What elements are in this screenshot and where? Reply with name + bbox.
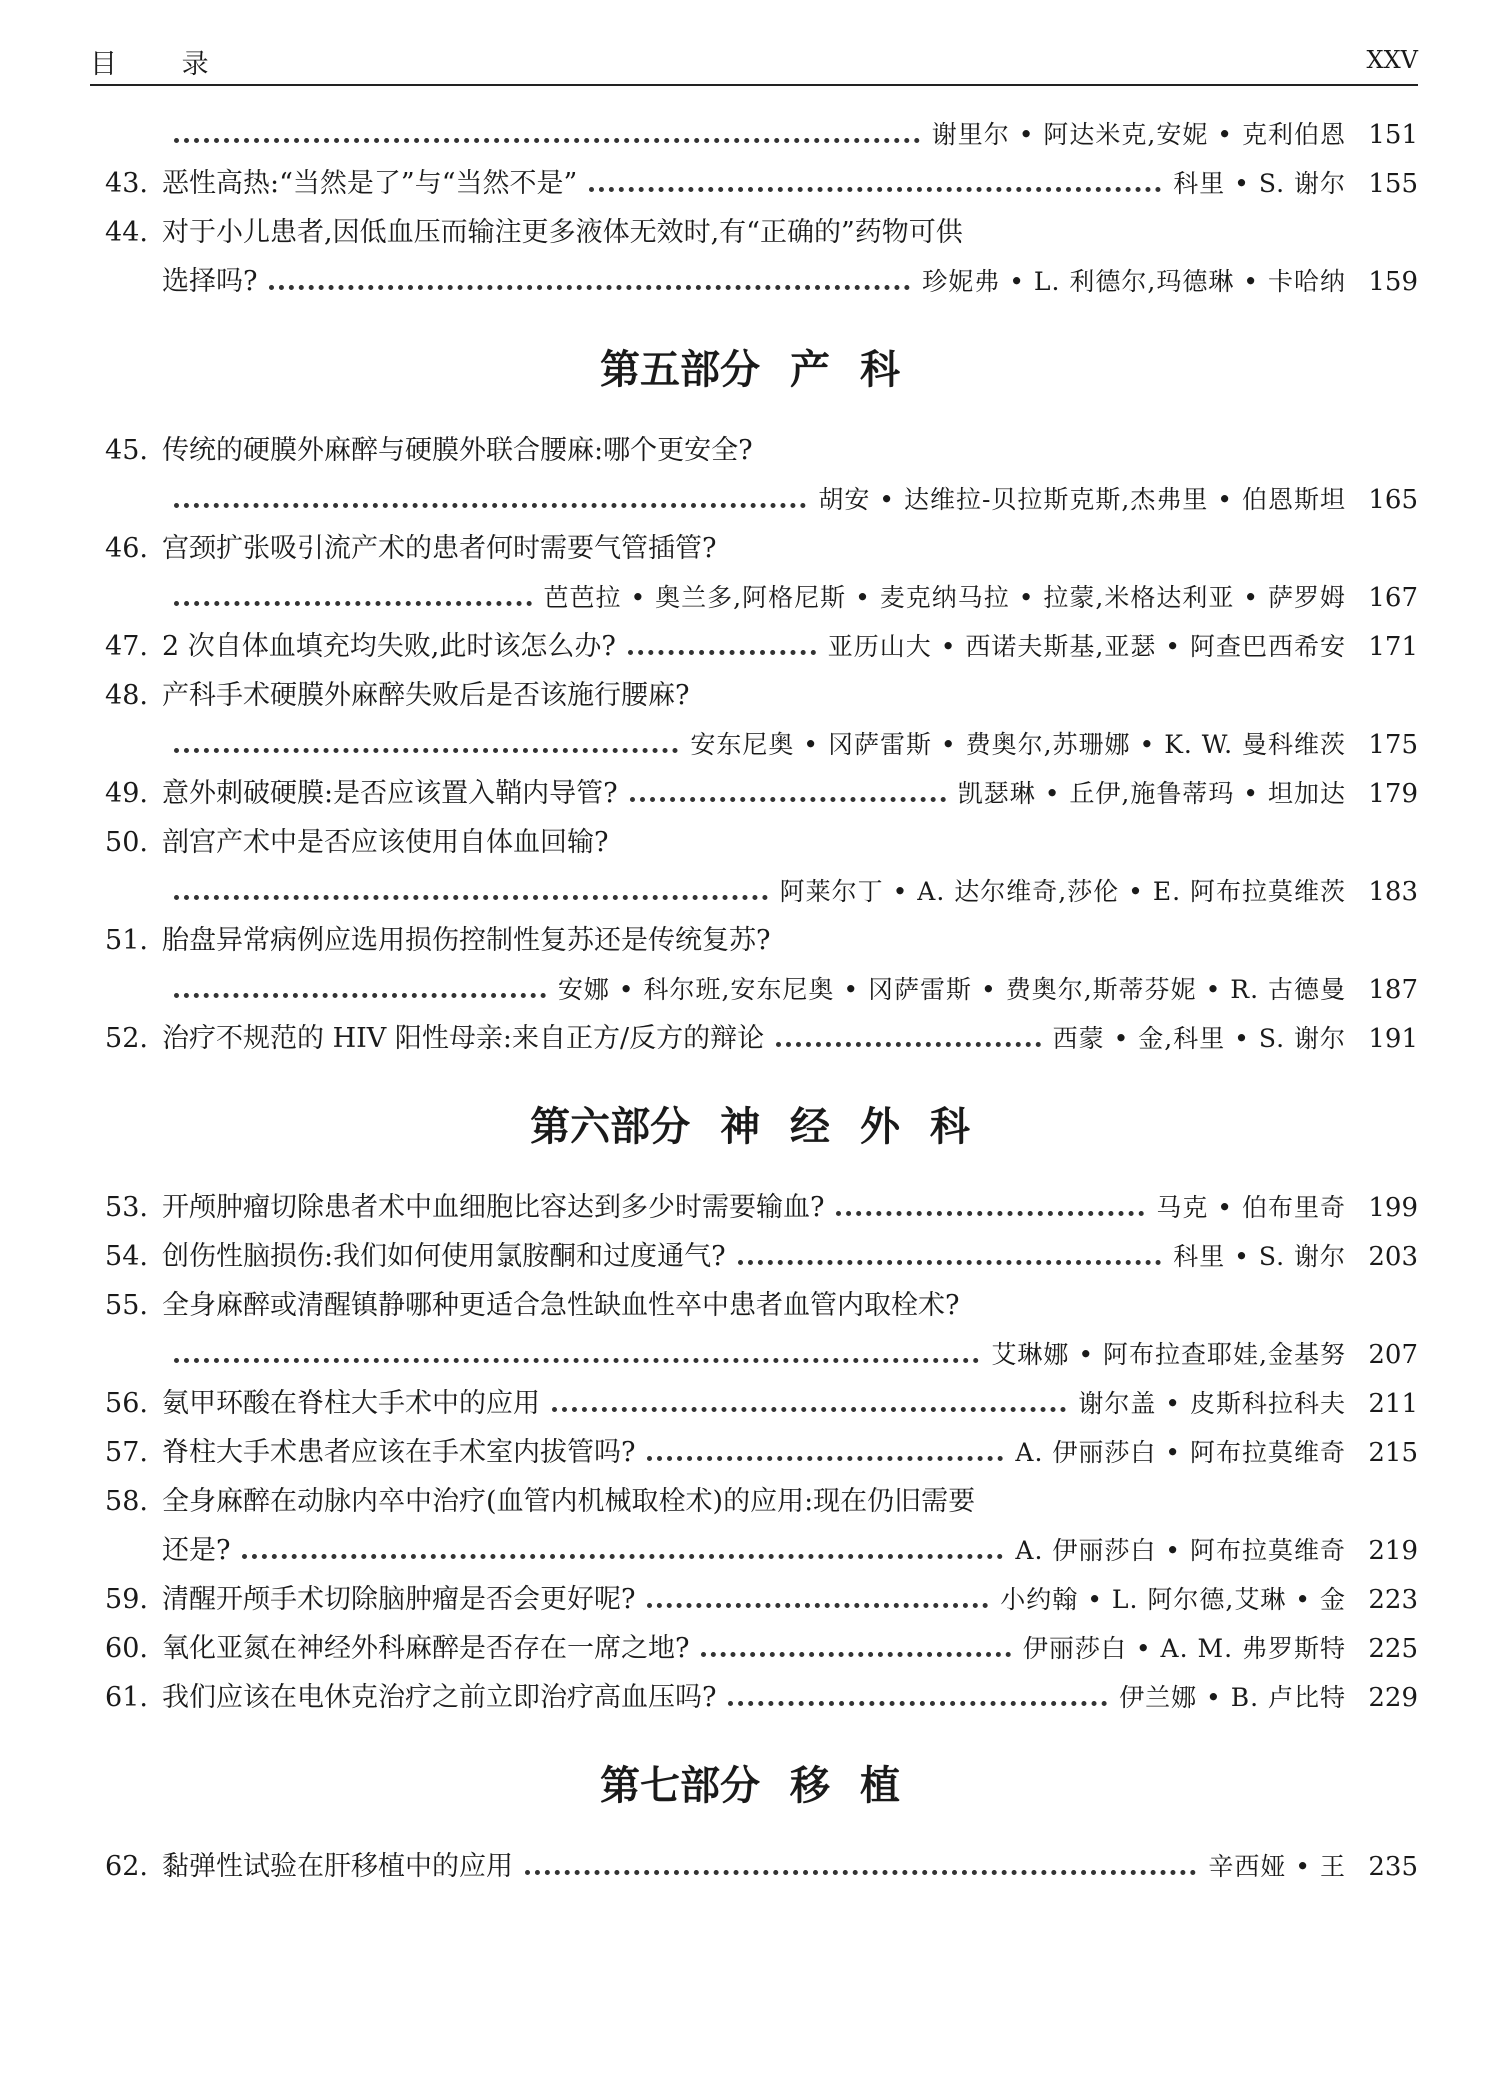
entry-page: 225	[1368, 1634, 1418, 1664]
toc-line[interactable]	[90, 720, 1418, 769]
entry-number: 60.	[105, 1633, 148, 1664]
dot-leader	[174, 1358, 979, 1363]
dot-leader	[630, 797, 946, 802]
toc-line[interactable]	[90, 671, 1418, 720]
entry-title: 恶性高热:“当然是了”与“当然不是”	[162, 168, 578, 199]
entry-authors: 凯瑟琳 • 丘伊,施鲁蒂玛 • 坦加达	[957, 779, 1346, 808]
entry-title: 产科手术硬膜外麻醉失败后是否该施行腰麻?	[162, 680, 690, 711]
entry-page: 229	[1368, 1683, 1418, 1713]
entry-page: 151	[1368, 120, 1418, 150]
toc-line[interactable]	[90, 159, 1418, 208]
entry-authors: 科里 • S. 谢尔	[1173, 169, 1346, 198]
dot-leader	[242, 1554, 1003, 1559]
entry-number: 47.	[105, 631, 148, 662]
section-name: 产 科	[790, 346, 908, 393]
toc-line[interactable]	[90, 257, 1418, 306]
dot-leader	[174, 748, 678, 753]
dot-leader	[836, 1211, 1144, 1216]
entry-number: 49.	[105, 778, 148, 809]
entry-title-continued: 还是?	[162, 1535, 231, 1566]
entry-authors: 西蒙 • 金,科里 • S. 谢尔	[1052, 1024, 1346, 1053]
entry-title: 黏弹性试验在肝移植中的应用	[162, 1851, 513, 1882]
section-label: 第五部分	[600, 346, 761, 393]
entry-page: 167	[1368, 583, 1418, 613]
entry-authors: 亚历山大 • 西诺夫斯基,亚瑟 • 阿查巴西希安	[827, 632, 1346, 661]
entry-number: 56.	[105, 1388, 148, 1419]
entry-title: 胎盘异常病例应选用损伤控制性复苏还是传统复苏?	[162, 925, 771, 956]
entry-authors: 科里 • S. 谢尔	[1173, 1242, 1346, 1271]
toc-line[interactable]	[90, 1014, 1418, 1063]
entry-authors: 伊丽莎白 • A. M. 弗罗斯特	[1022, 1634, 1346, 1663]
entry-title: 传统的硬膜外麻醉与硬膜外联合腰麻:哪个更安全?	[162, 435, 753, 466]
entry-page: 183	[1368, 877, 1418, 907]
entry-page: 171	[1368, 632, 1418, 662]
entry-page: 165	[1368, 485, 1418, 515]
entry-authors: 谢里尔 • 阿达米克,安妮 • 克利伯恩	[931, 120, 1346, 149]
entry-number: 52.	[105, 1023, 148, 1054]
dot-leader	[776, 1042, 1041, 1047]
page-header	[90, 36, 1418, 86]
entry-authors: 谢尔盖 • 皮斯科拉科夫	[1078, 1389, 1346, 1418]
entry-title: 对于小儿患者,因低血压而输注更多液体无效时,有“正确的”药物可供	[162, 217, 963, 248]
entry-number: 57.	[105, 1437, 148, 1468]
toc-line[interactable]	[90, 1428, 1418, 1477]
toc-line[interactable]	[90, 1624, 1418, 1673]
toc-line[interactable]	[90, 622, 1418, 671]
toc-line[interactable]	[90, 1281, 1418, 1330]
entry-page: 235	[1368, 1852, 1418, 1882]
dot-leader	[174, 503, 806, 508]
dot-leader	[525, 1870, 1196, 1875]
entry-authors: 安娜 • 科尔班,安东尼奥 • 冈萨雷斯 • 费奥尔,斯蒂芬妮 • R. 古德曼	[557, 975, 1346, 1004]
entry-title: 剖宫产术中是否应该使用自体血回输?	[162, 827, 609, 858]
entry-page: 199	[1368, 1193, 1418, 1223]
toc-line[interactable]	[90, 475, 1418, 524]
entry-page: 159	[1368, 267, 1418, 297]
section-heading	[90, 1063, 1418, 1183]
entry-authors: 安东尼奥 • 冈萨雷斯 • 费奥尔,苏珊娜 • K. W. 曼科维茨	[690, 730, 1346, 759]
header-title: 目 录	[90, 49, 237, 80]
entry-page: 187	[1368, 975, 1418, 1005]
toc-line[interactable]	[90, 818, 1418, 867]
entry-number: 58.	[105, 1486, 148, 1517]
entry-number: 62.	[105, 1851, 148, 1882]
dot-leader	[647, 1603, 988, 1608]
entry-page: 207	[1368, 1340, 1418, 1370]
toc-line[interactable]	[90, 208, 1418, 257]
toc-line[interactable]	[90, 524, 1418, 573]
entry-number: 59.	[105, 1584, 148, 1615]
toc-line[interactable]	[90, 916, 1418, 965]
entry-page: 175	[1368, 730, 1418, 760]
entry-page: 179	[1368, 779, 1418, 809]
entry-page: 191	[1368, 1024, 1418, 1054]
entry-title: 全身麻醉在动脉内卒中治疗(血管内机械取栓术)的应用:现在仍旧需要	[162, 1486, 976, 1517]
entry-page: 219	[1368, 1536, 1418, 1566]
entry-authors: A. 伊丽莎白 • 阿布拉莫维奇	[1015, 1536, 1346, 1565]
toc-line[interactable]	[90, 1842, 1418, 1891]
entry-title: 2 次自体血填充均失败,此时该怎么办?	[162, 631, 616, 662]
dot-leader	[174, 993, 546, 998]
section-heading	[90, 306, 1418, 426]
entry-authors: 阿莱尔丁 • A. 达尔维奇,莎伦 • E. 阿布拉莫维茨	[779, 877, 1346, 906]
toc-line[interactable]	[90, 1330, 1418, 1379]
dot-leader	[552, 1407, 1066, 1412]
entry-page: 223	[1368, 1585, 1418, 1615]
entry-page: 155	[1368, 169, 1418, 199]
entry-title: 开颅肿瘤切除患者术中血细胞比容达到多少时需要输血?	[162, 1192, 825, 1223]
entry-title: 氧化亚氮在神经外科麻醉是否存在一席之地?	[162, 1633, 690, 1664]
table-of-contents	[90, 110, 1418, 1891]
entry-number: 45.	[105, 435, 148, 466]
dot-leader	[738, 1260, 1162, 1265]
dot-leader	[728, 1701, 1107, 1706]
entry-title: 氨甲环酸在脊柱大手术中的应用	[162, 1388, 540, 1419]
entry-page: 203	[1368, 1242, 1418, 1272]
entry-number: 44.	[105, 217, 148, 248]
toc-line[interactable]	[90, 1477, 1418, 1526]
dot-leader	[589, 187, 1161, 192]
section-label: 第六部分	[530, 1103, 691, 1150]
section-name: 移 植	[790, 1762, 908, 1809]
toc-line[interactable]	[90, 1673, 1418, 1722]
entry-authors: 芭芭拉 • 奥兰多,阿格尼斯 • 麦克纳马拉 • 拉蒙,米格达利亚 • 萨罗姆	[543, 583, 1346, 612]
dot-leader	[174, 601, 532, 606]
entry-authors: 艾琳娜 • 阿布拉查耶娃,金基努	[991, 1340, 1346, 1369]
dot-leader	[647, 1456, 1003, 1461]
entry-number: 53.	[105, 1192, 148, 1223]
entry-number: 61.	[105, 1682, 148, 1713]
entry-authors: A. 伊丽莎白 • 阿布拉莫维奇	[1015, 1438, 1346, 1467]
section-label: 第七部分	[600, 1762, 761, 1809]
dot-leader	[628, 650, 816, 655]
entry-authors: 珍妮弗 • L. 利德尔,玛德琳 • 卡哈纳	[922, 267, 1346, 296]
entry-authors: 胡安 • 达维拉-贝拉斯克斯,杰弗里 • 伯恩斯坦	[818, 485, 1346, 514]
entry-authors: 伊兰娜 • B. 卢比特	[1119, 1683, 1346, 1712]
toc-line[interactable]	[90, 769, 1418, 818]
dot-leader	[174, 895, 768, 900]
toc-line[interactable]	[90, 867, 1418, 916]
entry-title-continued: 选择吗?	[162, 266, 258, 297]
section-name: 神 经 外 科	[720, 1103, 978, 1150]
toc-line[interactable]	[90, 573, 1418, 622]
dot-leader	[174, 138, 920, 143]
entry-title: 脊柱大手术患者应该在手术室内拔管吗?	[162, 1437, 636, 1468]
toc-line[interactable]	[90, 965, 1418, 1014]
entry-title: 我们应该在电休克治疗之前立即治疗高血压吗?	[162, 1682, 717, 1713]
entry-title: 宫颈扩张吸引流产术的患者何时需要气管插管?	[162, 533, 717, 564]
dot-leader	[269, 285, 910, 290]
toc-line[interactable]	[90, 1183, 1418, 1232]
entry-number: 46.	[105, 533, 148, 564]
toc-line[interactable]	[90, 1232, 1418, 1281]
toc-line[interactable]	[90, 1379, 1418, 1428]
entry-title: 治疗不规范的 HIV 阳性母亲:来自正方/反方的辩论	[162, 1023, 765, 1054]
entry-number: 48.	[105, 680, 148, 711]
entry-title: 清醒开颅手术切除脑肿瘤是否会更好呢?	[162, 1584, 636, 1615]
entry-number: 50.	[105, 827, 148, 858]
entry-title: 全身麻醉或清醒镇静哪种更适合急性缺血性卒中患者血管内取栓术?	[162, 1290, 960, 1321]
toc-line[interactable]	[90, 1526, 1418, 1575]
entry-authors: 小约翰 • L. 阿尔德,艾琳 • 金	[1000, 1585, 1346, 1614]
toc-line[interactable]	[90, 110, 1418, 159]
toc-line[interactable]	[90, 426, 1418, 475]
entry-authors: 马克 • 伯布里奇	[1156, 1193, 1346, 1222]
toc-line[interactable]	[90, 1575, 1418, 1624]
entry-page: 215	[1368, 1438, 1418, 1468]
header-page-number: XXV	[1366, 46, 1418, 74]
dot-leader	[701, 1652, 1010, 1657]
entry-number: 55.	[105, 1290, 148, 1321]
entry-number: 51.	[105, 925, 148, 956]
entry-title: 意外刺破硬膜:是否应该置入鞘内导管?	[162, 778, 618, 809]
entry-authors: 辛西娅 • 王	[1208, 1852, 1346, 1881]
entry-page: 211	[1368, 1389, 1418, 1419]
entry-title: 创伤性脑损伤:我们如何使用氯胺酮和过度通气?	[162, 1241, 726, 1272]
entry-number: 43.	[105, 168, 148, 199]
section-heading	[90, 1722, 1418, 1842]
entry-number: 54.	[105, 1241, 148, 1272]
